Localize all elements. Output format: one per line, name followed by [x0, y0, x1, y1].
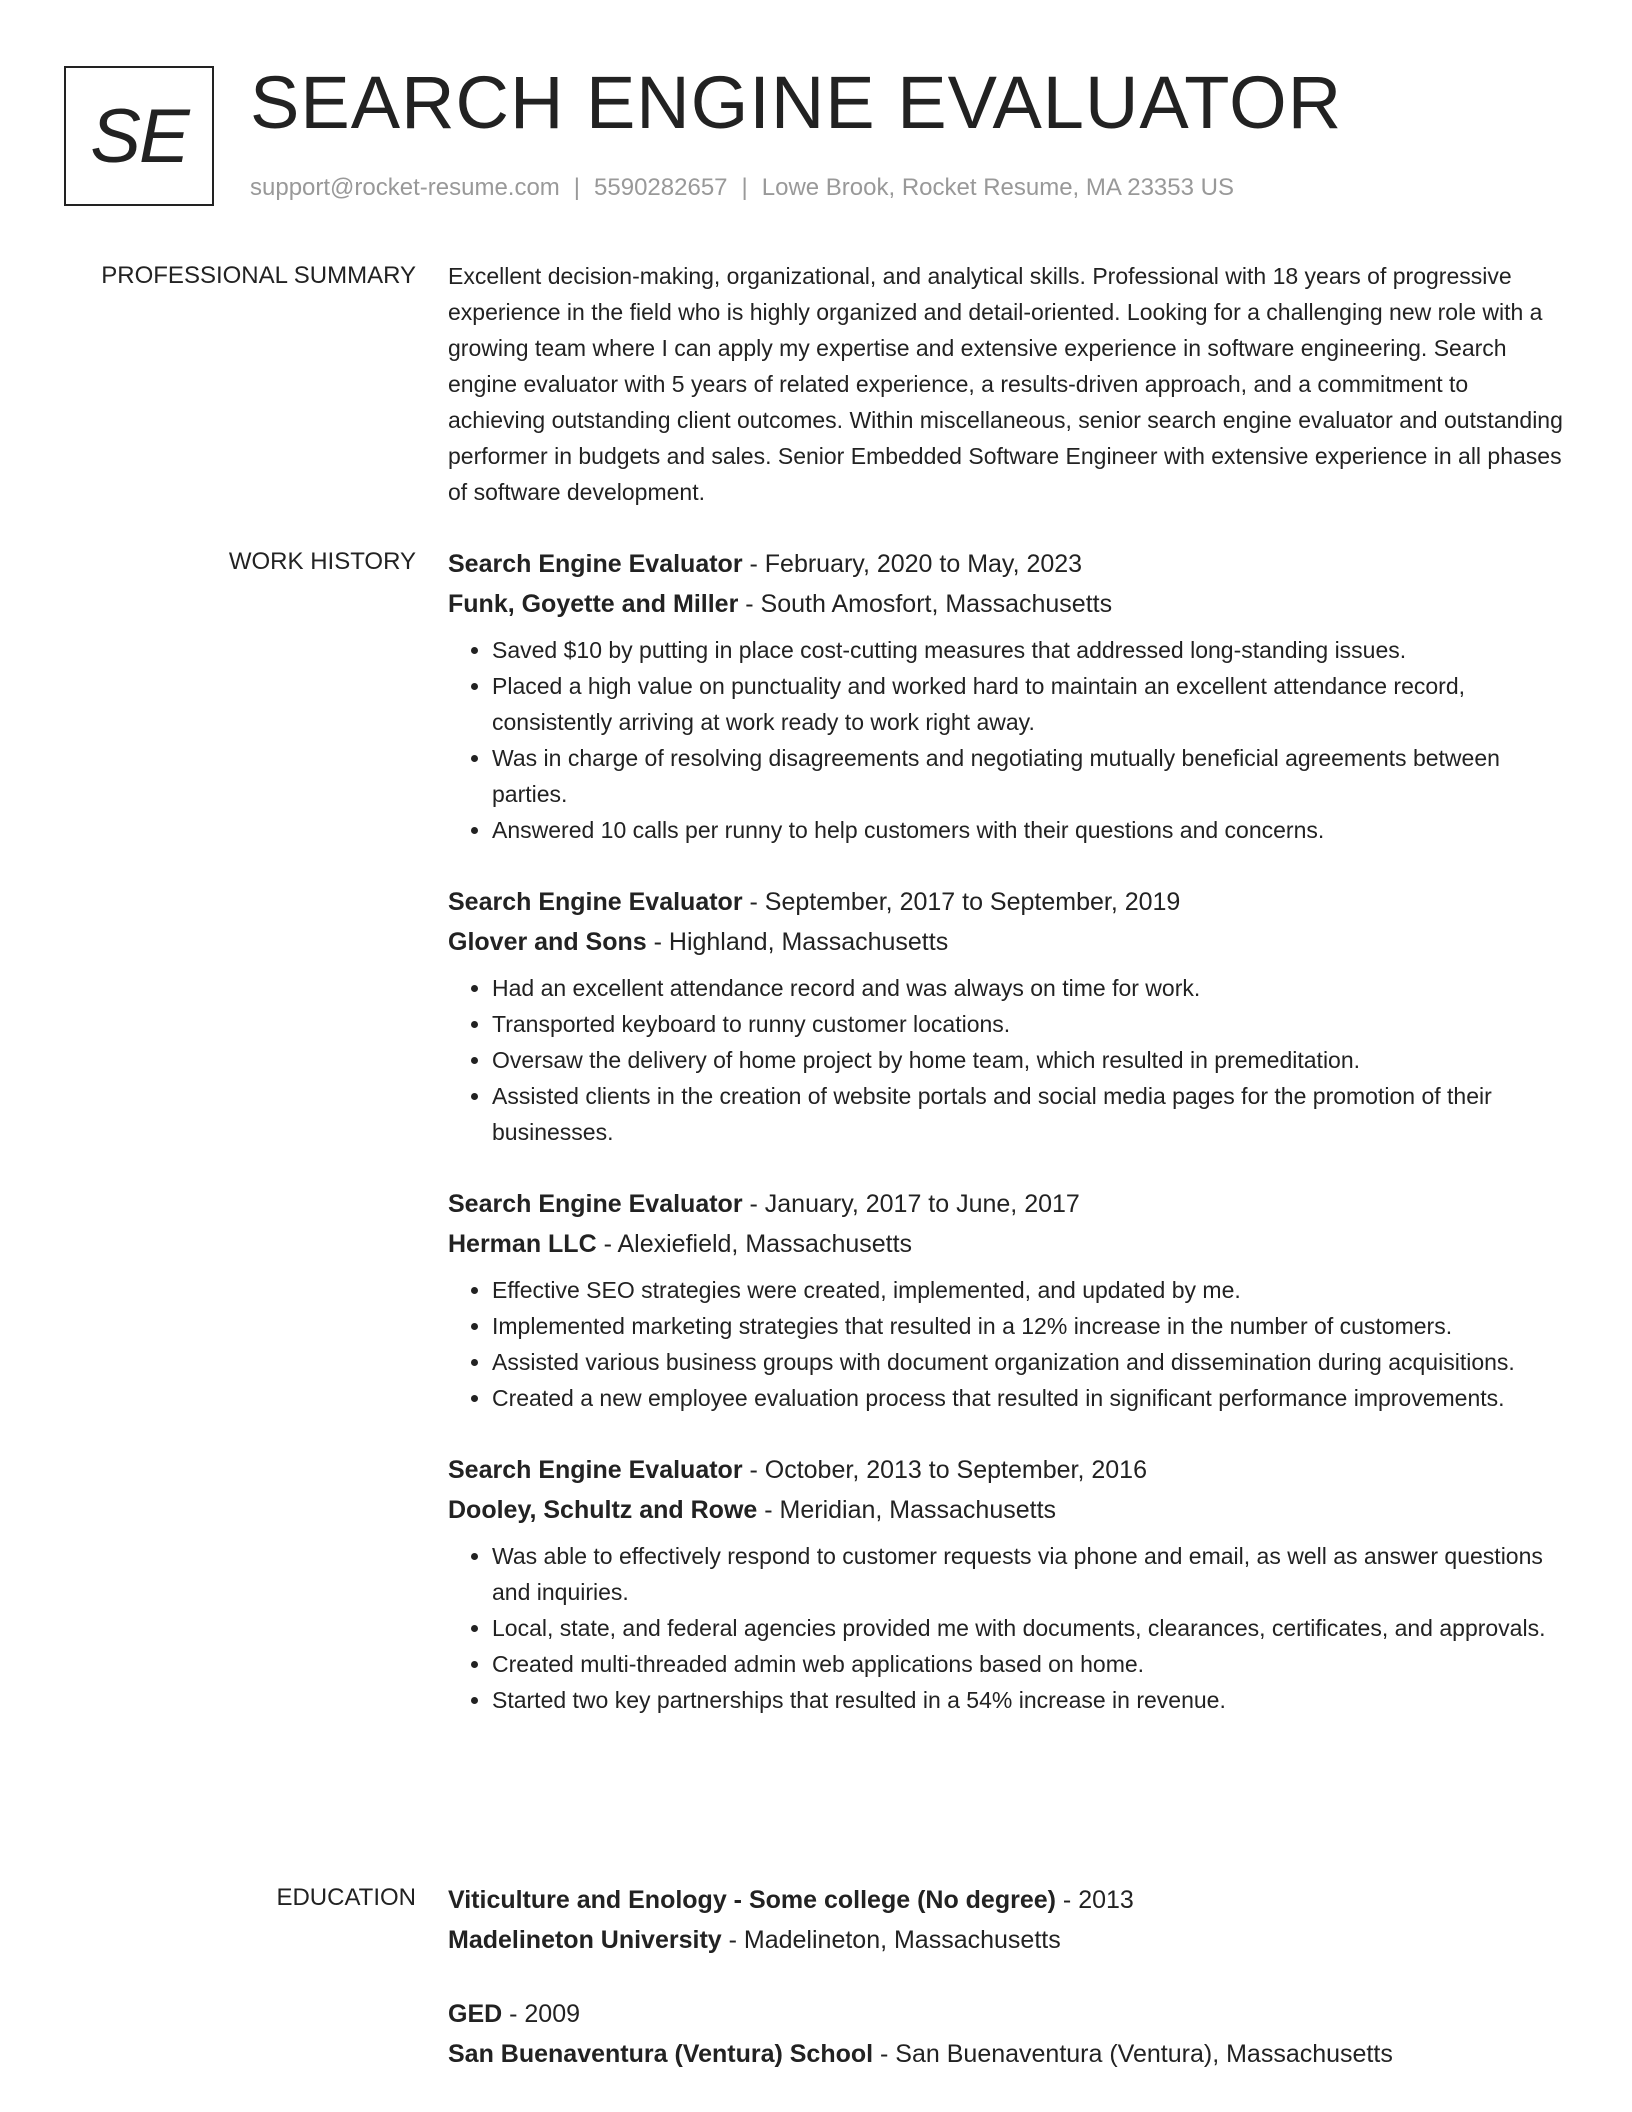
job-company-line — [448, 1224, 1568, 1264]
job-location: - South Amosfort, Massachusetts — [738, 590, 1113, 618]
contact-phone[interactable]: 5590282657 — [594, 174, 728, 201]
job-bullet: • Transported keyboard to runny customer locations. — [492, 1006, 1568, 1042]
education-entry — [448, 1880, 1568, 1960]
job-location: - Meridian, Massachusetts — [757, 1496, 1057, 1524]
education-school-line — [448, 2034, 1568, 2074]
job-company: Glover and Sons — [448, 928, 647, 956]
job-entry — [448, 544, 1568, 848]
job-bullet: • Created a new employee evaluation process that resulted in significant performance improvements. — [492, 1380, 1568, 1416]
job-bullet: • Created multi-threaded admin web applications based on home. — [492, 1646, 1568, 1682]
education-location: - San Buenaventura (Ventura), Massachusetts — [873, 2040, 1393, 2068]
job-title-line — [448, 1184, 1568, 1224]
job-bullet: • Placed a high value on punctuality and worked hard to maintain an excellent attendance record, consistently arriving at work ready to work right away. — [492, 668, 1568, 740]
education-location: - Madelineton, Massachusetts — [721, 1926, 1061, 1954]
job-bullet: • Assisted clients in the creation of website portals and social media pages for the promotion of their businesses. — [492, 1078, 1568, 1150]
contact-email[interactable]: support@rocket-resume.com — [250, 174, 560, 201]
candidate-name: SEARCH ENGINE EVALUATOR — [250, 61, 1343, 144]
job-company-line — [448, 584, 1568, 624]
job-bullets — [448, 970, 1568, 1150]
job-company-line — [448, 1490, 1568, 1530]
job-bullet: • Saved $10 by putting in place cost-cutting measures that addressed long-standing issues. — [492, 632, 1568, 668]
job-bullets — [448, 1538, 1568, 1718]
education-school: San Buenaventura (Ventura) School — [448, 2040, 874, 2068]
contact-separator: | — [573, 174, 581, 201]
education-degree-line — [448, 1880, 1568, 1920]
job-bullets — [448, 1272, 1568, 1416]
job-title-line — [448, 882, 1568, 922]
job-bullet: • Assisted various business groups with document organization and dissemination during acquisitions. — [492, 1344, 1568, 1380]
job-entry — [448, 1184, 1568, 1416]
job-bullets — [448, 632, 1568, 848]
job-company: Dooley, Schultz and Rowe — [448, 1496, 758, 1524]
work-history-body — [448, 544, 1568, 1752]
education-degree: GED — [448, 2000, 503, 2028]
monogram-logo: SE — [64, 66, 214, 206]
job-title-line — [448, 544, 1568, 584]
education-degree-line — [448, 1994, 1568, 2034]
education-entry — [448, 1994, 1568, 2074]
education-year: - 2009 — [502, 2000, 581, 2028]
summary-label: PROFESSIONAL SUMMARY — [101, 262, 416, 289]
job-title: Search Engine Evaluator — [448, 1456, 743, 1484]
job-company: Funk, Goyette and Miller — [448, 590, 739, 618]
summary-body — [448, 258, 1568, 510]
job-title: Search Engine Evaluator — [448, 888, 743, 916]
job-bullet: • Had an excellent attendance record and was always on time for work. — [492, 970, 1568, 1006]
resume-header — [64, 61, 1568, 210]
contact-address: Lowe Brook, Rocket Resume, MA 23353 US — [761, 174, 1234, 201]
job-title: Search Engine Evaluator — [448, 1190, 743, 1218]
job-bullet: • Was in charge of resolving disagreements and negotiating mutually beneficial agreements between parties. — [492, 740, 1568, 812]
job-bullet: • Oversaw the delivery of home project by home team, which resulted in premeditation. — [492, 1042, 1568, 1078]
education-school-line — [448, 1920, 1568, 1960]
work-history-label: WORK HISTORY — [228, 548, 416, 575]
job-dates: - February, 2020 to May, 2023 — [742, 550, 1083, 578]
job-bullet: • Local, state, and federal agencies provided me with documents, clearances, certificates, and approvals. — [492, 1610, 1568, 1646]
job-entry — [448, 882, 1568, 1150]
job-location: - Highland, Massachusetts — [646, 928, 949, 956]
education-label: EDUCATION — [276, 1884, 416, 1911]
summary-text: Excellent decision-making, organizational, and analytical skills. Professional with 18 years of progressive experience in the field who is highly organized and detail-oriented. Looking for a challenging new role with a growing team where I can apply my expertise and extensive experience in software engineering. Search engine evaluator with 5 years of related experience, a results-driven approach, and a commitment to achieving outstanding client outcomes. Within miscellaneous, senior search engine evaluator and outstanding performer in budgets and sales. Senior Embedded Software Engineer with extensive experience in all phases of software development. — [448, 263, 1563, 505]
education-body — [448, 1880, 1568, 2108]
education-year: - 2013 — [1055, 1886, 1134, 1914]
job-bullet: • Implemented marketing strategies that resulted in a 12% increase in the number of customers. — [492, 1308, 1568, 1344]
job-dates: - October, 2013 to September, 2016 — [742, 1456, 1147, 1484]
job-entry — [448, 1450, 1568, 1718]
contact-separator: | — [741, 174, 748, 201]
job-title: Search Engine Evaluator — [448, 550, 743, 578]
job-bullet: • Was able to effectively respond to customer requests via phone and email, as well as answer questions and inquiries. — [492, 1538, 1568, 1610]
job-dates: - September, 2017 to September, 2019 — [742, 888, 1181, 916]
job-title-line — [448, 1450, 1568, 1490]
job-location: - Alexiefield, Massachusetts — [596, 1230, 913, 1258]
job-company-line — [448, 922, 1568, 962]
job-company: Herman LLC — [448, 1230, 597, 1258]
job-bullet: • Answered 10 calls per runny to help customers with their questions and concerns. — [492, 812, 1568, 848]
job-bullet: • Started two key partnerships that resulted in a 54% increase in revenue. — [492, 1682, 1568, 1718]
job-dates: - January, 2017 to June, 2017 — [742, 1190, 1080, 1218]
job-bullet: • Effective SEO strategies were created, implemented, and updated by me. — [492, 1272, 1568, 1308]
education-school: Madelineton University — [448, 1926, 722, 1954]
contact-line — [250, 174, 1234, 202]
education-degree: Viticulture and Enology - Some college (No degree) — [448, 1886, 1056, 1914]
